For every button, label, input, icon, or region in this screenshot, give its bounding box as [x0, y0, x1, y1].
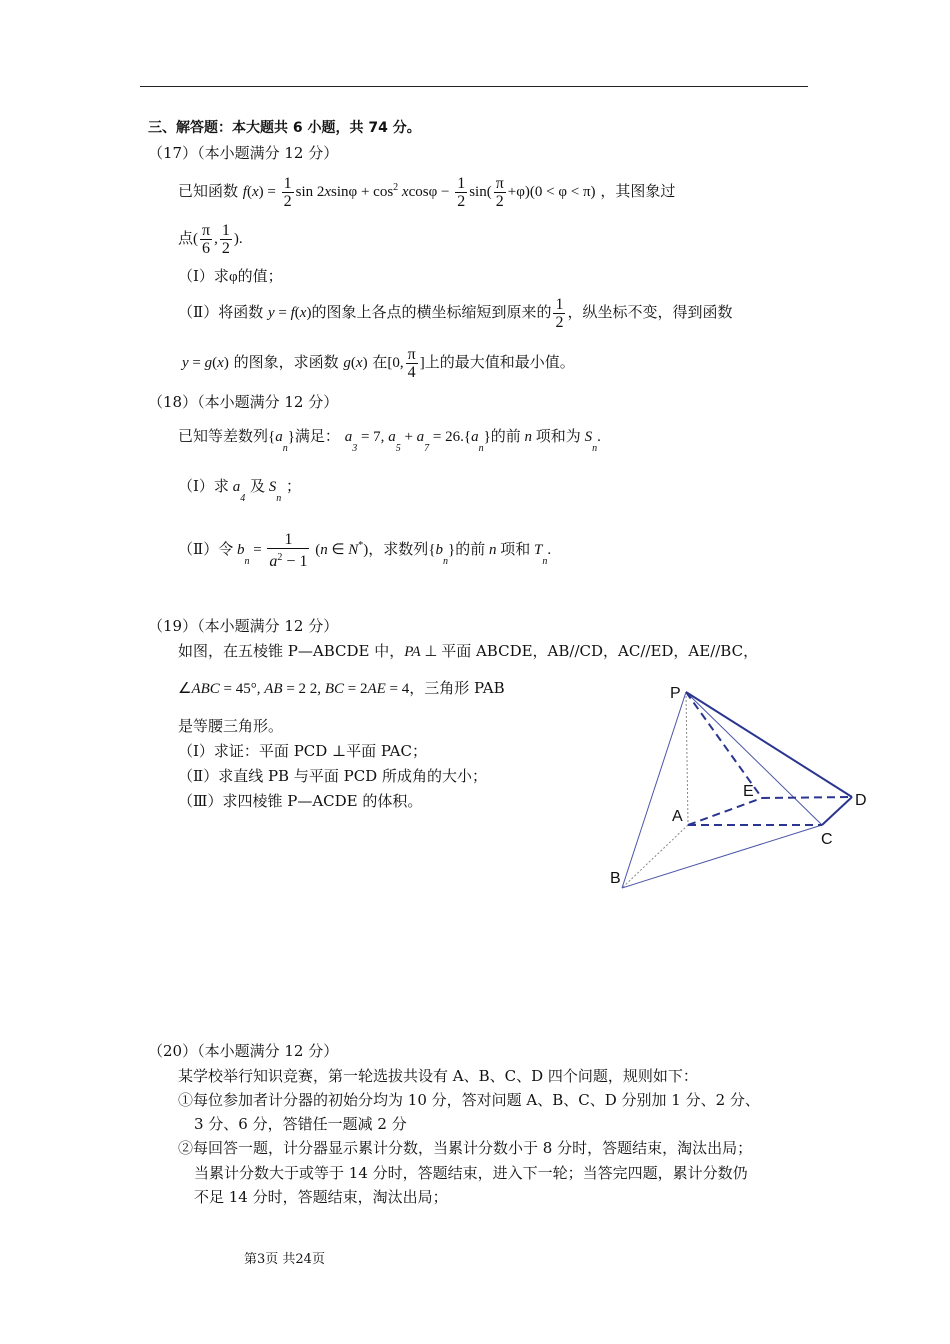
q20-rule1-b: 3 分、6 分，答错任一题减 2 分 — [194, 1115, 407, 1133]
q17-part2-mid: 的图象上各点的横坐标缩短到原来的 — [311, 303, 552, 321]
q18-number: （18）（本小题满分 12 分） — [148, 393, 339, 411]
q17-part1-suffix: 的值； — [237, 267, 283, 285]
pyramid-figure — [600, 670, 880, 900]
q17-part2-line2-b: 在 — [372, 353, 388, 371]
edge-PA — [686, 692, 688, 825]
q20-number: （20）（本小题满分 12 分） — [148, 1042, 339, 1060]
q17-part2-line2: y = g(x) 的图象，求函数 g(x) 在[0, $\frac{\pi}{4}$ ]上的最大值和最小值。 — [182, 345, 575, 381]
q17-number: （17）（本小题满分 12 分） — [148, 144, 339, 162]
q20-line1: 某学校举行知识竞赛，第一轮选拔共设有 A、B、C、D 四个问题，规则如下： — [178, 1067, 698, 1085]
q20-rule2-a: ②每回答一题，计分器显示累计分数，当累计分数小于 8 分时，答题结束，淘汰出局； — [178, 1139, 753, 1157]
q17-point-prefix: 点 — [178, 229, 194, 247]
q18-part1-end: ； — [286, 477, 302, 495]
q18-part2: （Ⅱ）令 $b_n$ = $\frac{1}{a^2 - 1}$ (n ∈ N*)，求数列$\{b_n\}$的前 n 项和 $T_n$. — [178, 530, 552, 570]
q18-stem-prefix: 已知等差数列 — [178, 427, 269, 445]
label-P: P — [670, 685, 681, 702]
q20-rule1-a: ①每位参加者计分器的初始分均为 10 分，答对问题 A、B、C、D 分别加 1 分、2 分、 — [178, 1091, 760, 1109]
edge-ED — [762, 797, 852, 798]
q18-part1-label: （Ⅰ）求 — [178, 477, 229, 495]
q17-part2-line2-a: 的图象，求函数 — [233, 353, 339, 371]
q18-part2-end: 项和 — [500, 540, 531, 558]
q17-formula: f — [242, 184, 247, 200]
q19-line2-suffix: 三角形 PAB — [424, 679, 505, 697]
edge-BC — [622, 825, 822, 888]
q18-stem-mid: 满足： — [294, 427, 340, 445]
label-A: A — [672, 808, 683, 825]
header-rule — [140, 86, 808, 87]
q20-rule2-b: 当累计分数大于或等于 14 分时，答题结束，进入下一轮；当答完四题，累计分数仍 — [194, 1164, 748, 1182]
q19-part1: （Ⅰ）求证：平面 PCD ⊥平面 PAC； — [178, 742, 427, 760]
q19-line1: 如图，在五棱锥 P—ABCDE 中，PA ⊥ 平面 ABCDE，AB//CD，AC//ED，AE//BC， — [178, 642, 759, 660]
edge-AE — [688, 798, 762, 825]
label-B: B — [610, 870, 621, 887]
q18-part1-and: 及 — [249, 477, 265, 495]
q19-line3: 是等腰三角形。 — [178, 717, 284, 735]
q18-part2-mid: ，求数列 — [368, 540, 429, 558]
label-D: D — [855, 792, 867, 809]
q17-part1-label: （Ⅰ）求 — [178, 267, 229, 285]
q17-part2-line2-c: 上的最大值和最小值。 — [424, 353, 575, 371]
q18-stem-mid2: 的前 — [490, 427, 521, 445]
q19-line2: ∠ABC = 45°, AB = 2 2, BC = 2AE = 4，三角形 PAB — [178, 679, 505, 697]
q17-stem-prefix: 已知函数 — [178, 182, 239, 200]
q19-number: （19）（本小题满分 12 分） — [148, 617, 339, 635]
edge-PC — [686, 692, 822, 825]
q17-part2-prefix: （Ⅱ）将函数 — [178, 303, 264, 321]
q18-part2-label: （Ⅱ）令 — [178, 540, 234, 558]
q18-stem-end: 项和为 — [535, 427, 581, 445]
q19-line1-prefix: 如图，在五棱锥 P—ABCDE 中， — [178, 642, 405, 660]
q18-part2-mid2: 的前 — [455, 540, 486, 558]
q17-point: 点( $\frac{\pi}{6}$ , $\frac{1}{2}$ ). — [178, 221, 243, 257]
q17-part2-end: ，纵坐标不变，得到函数 — [567, 303, 733, 321]
section-heading: 三、解答题：本大题共 6 小题，共 74 分。 — [148, 120, 421, 136]
edge-PD — [686, 692, 852, 797]
q19-part2: （Ⅱ）求直线 PB 与平面 PCD 所成角的大小； — [178, 767, 487, 785]
q18-part1: （Ⅰ）求 $a_4$ 及 $S_n$ ； — [178, 477, 302, 504]
label-E: E — [743, 783, 754, 800]
edge-CD — [822, 797, 852, 825]
q17-part2: （Ⅱ）将函数 y = f(x)的图象上各点的横坐标缩短到原来的 $\frac{1}{2}$ ，纵坐标不变，得到函数 — [178, 295, 733, 331]
edge-PB — [622, 692, 686, 888]
q18-stem: 已知等差数列$\{a_n\}$满足： $a_3 = 7$, $a_5 + a_7 = 26.\{a_n\}$的前 n 项和为 $S_n$. — [178, 427, 601, 454]
q17-stem-suffix: ，其图象过 — [600, 182, 676, 200]
q19-part3: （Ⅲ）求四棱锥 P—ACDE 的体积。 — [178, 792, 423, 810]
q17-part1: （Ⅰ）求φ的值； — [178, 267, 283, 285]
page-footer: 第3页 共24页 — [244, 1252, 325, 1267]
q17-stem: 已知函数 f(x) = $\frac{1}{2}$ $\sin 2xsin\varphi + \cos^2 xcos\varphi$ − $\frac{1}{2}$ sin( $\frac{\pi}{2}$ +φ)(0 < φ < π) ，其图象过 — [178, 174, 676, 210]
q20-rule2-c: 不足 14 分时，答题结束，淘汰出局； — [194, 1188, 448, 1206]
q19-line1-suffix: 平面 ABCDE，AB//CD，AC//ED，AE//BC， — [441, 642, 759, 660]
label-C: C — [821, 831, 833, 848]
